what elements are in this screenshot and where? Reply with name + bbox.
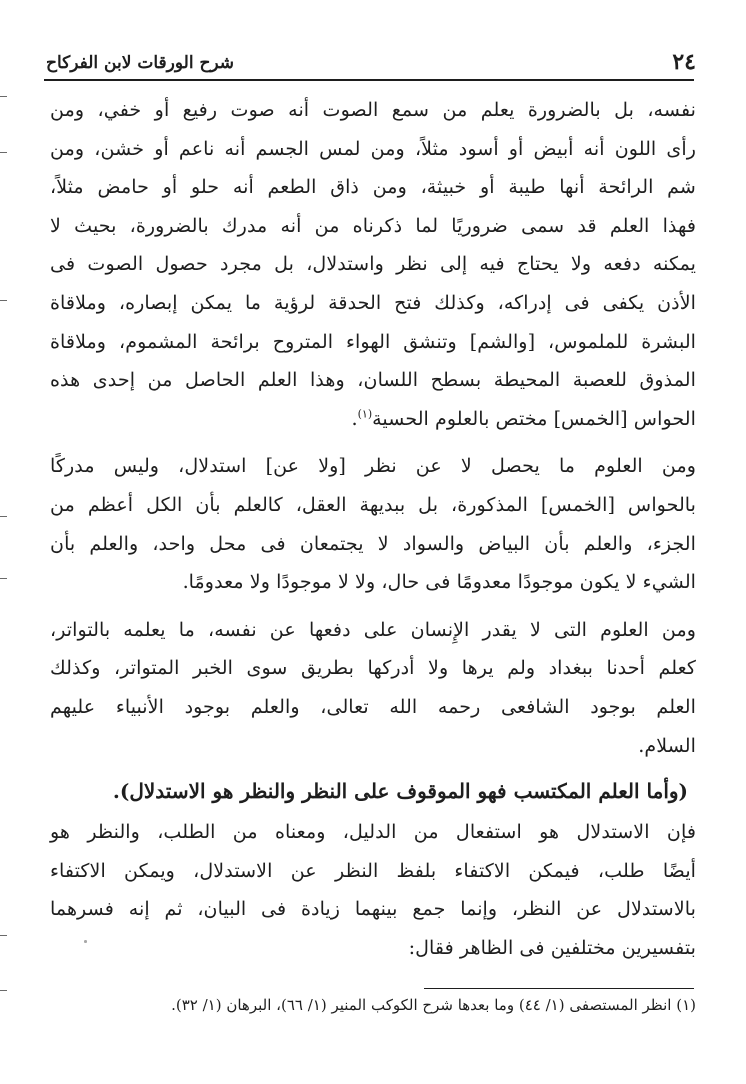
scan-margin-mark [0,990,7,991]
sentence-end-mark: . [351,406,358,430]
text-line: كعلم أحدنا ببغداد ولم يرها ولا أدركها بطريق سوى الخبر المتواتر، وكذلك [50,656,696,680]
text-line: يمكنه دفعه ولا يحتاج فيه إلى نظر واستدلال، بل مجرد حصول الصوت فى [50,252,696,276]
text-line: بالحواس [الخمس] المذكورة، بل ببديهة العقل، كالعلم بأن الكل أعظم من [50,492,696,516]
running-head-title: شرح الورقات لابن الفركاح [46,53,235,73]
text-line: السلام. [638,733,696,757]
text-line: الجزء، والعلم بأن البياض والسواد لا يجتمعان فى محل واحد، والعلم بأن [50,531,696,555]
text-line: بالاستدلال عن النظر، وإنما جمع بينهما زيادة فى البيان، ثم إنه فسرهما [50,897,696,921]
footnote: (١) انظر المستصفى (١/ ٤٤) وما بعدها شرح الكوكب المنير (١/ ٦٦)، البرهان (١/ ٣٢). [171,996,696,1014]
text-line: الشيء لا يكون موجودًا معدومًا فى حال، ولا لا موجودًا ولا معدومًا. [182,570,696,594]
text-line: ومن العلوم التى لا يقدر الإِنسان على دفعها عن نفسه، ما يعلمه بالتواتر، [50,617,696,641]
scan-margin-mark [0,578,7,579]
footnote-reference: (١) [357,407,373,421]
text-line: شم الرائحة أنها طيبة أو خبيثة، ومن ذاق الطعم أنه حلو أو حامض مثلاً، [50,175,696,199]
text-line: المذوق للعصبة المحيطة بسطح اللسان، وهذا العلم الحاصل من إحدى هذه [50,368,696,392]
page-number: ٢٤ [672,49,696,75]
text-line: رأى اللون أنه أبيض أو أسود مثلاً، ومن لمس الجسم أنه ناعم أو خشن، ومن [50,136,696,160]
text-line: أيضًا طلب، فيمكن الاكتفاء بلفظ النظر عن الاستدلال، ويمكن الاكتفاء [50,858,696,882]
scan-margin-mark [0,935,7,936]
header-rule [44,79,694,81]
scan-speck [84,940,87,943]
scan-margin-mark [0,300,7,301]
text-line: الأذن يكفى فى إدراكه، وكذلك فتح الحدقة لرؤية ما يمكن إبصاره، وملاقاة [50,290,696,314]
text-line: فإن الاستدلال هو استفعال من الدليل، ومعناه من الطلب، والنظر هو [50,820,696,844]
scan-margin-mark [0,96,7,97]
footnote-separator [424,988,694,989]
section-heading: (وأما العلم المكتسب فهو الموقوف على النظر والنظر هو الاستدلال). [112,779,688,804]
scan-margin-mark [0,516,7,517]
text-line: بتفسيرين مختلفين فى الظاهر فقال: [408,935,696,959]
text-line-with-footnote [50,400,696,439]
body-text [50,91,696,967]
text-line: ومن العلوم ما يحصل لا عن نظر [ولا عن] استدلال، وليس مدركًا [50,454,696,478]
text-line: نفسه، بل بالضرورة يعلم من سمع الصوت أنه صوت رفيع أو خفي، ومن [50,98,696,121]
text-line: العلم بوجود الشافعى رحمه الله تعالى، والعلم بوجود الأنبياء عليهم [50,694,696,718]
text-line: البشرة للملموس، [والشم] وتنشق الهواء المتروح برائحة المشموم، وملاقاة [50,329,696,353]
text-line-content: الحواس [الخمس] مختص بالعلوم الحسية [372,406,696,430]
scan-margin-mark [0,152,7,153]
text-line: فهذا العلم قد سمى ضروريًا لما ذكرناه من أنه مدرك بالضرورة، بحيث لا [50,213,696,237]
